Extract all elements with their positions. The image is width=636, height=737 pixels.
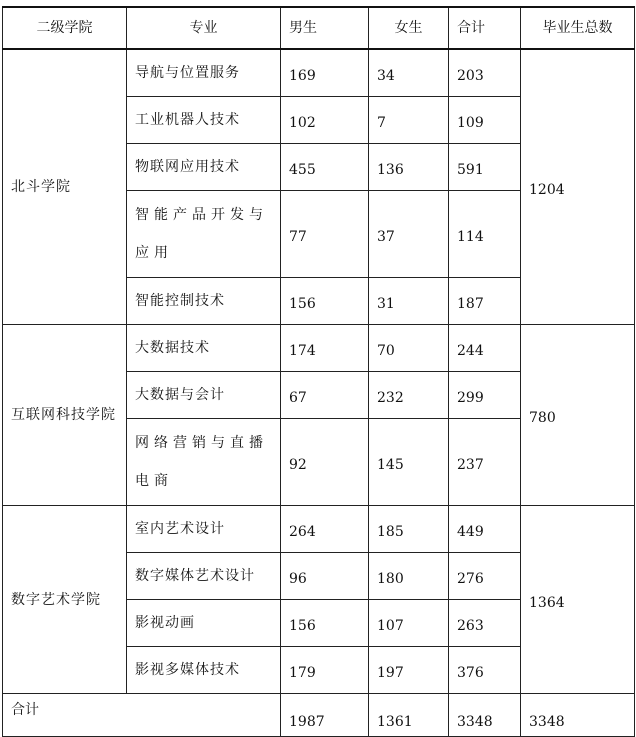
female-cell: 107 <box>369 600 449 647</box>
grand-cell: 780 <box>521 325 635 506</box>
table-row <box>3 506 635 553</box>
female-cell: 197 <box>369 647 449 694</box>
graduate-table <box>2 6 635 737</box>
table-row <box>3 49 635 97</box>
header-college: 二级学院 <box>3 7 127 49</box>
total-cell: 244 <box>449 325 521 372</box>
male-cell: 156 <box>281 278 369 325</box>
female-cell: 145 <box>369 419 449 506</box>
female-cell: 34 <box>369 49 449 97</box>
summary-label: 合计 <box>3 694 281 737</box>
major-cell: 物联网应用技术 <box>127 144 281 191</box>
total-cell: 376 <box>449 647 521 694</box>
header-total: 合计 <box>449 7 521 49</box>
major-cell: 网络营销与直播电商 <box>127 419 281 506</box>
total-cell: 263 <box>449 600 521 647</box>
grand-cell: 1204 <box>521 49 635 325</box>
total-cell: 187 <box>449 278 521 325</box>
header-major: 专业 <box>127 7 281 49</box>
header-row <box>3 7 635 49</box>
major-cell: 智能控制技术 <box>127 278 281 325</box>
total-cell: 114 <box>449 191 521 278</box>
major-cell: 室内艺术设计 <box>127 506 281 553</box>
female-cell: 180 <box>369 553 449 600</box>
grand-cell: 1364 <box>521 506 635 694</box>
total-cell: 109 <box>449 97 521 144</box>
total-cell: 276 <box>449 553 521 600</box>
male-cell: 92 <box>281 419 369 506</box>
male-cell: 156 <box>281 600 369 647</box>
header-grand: 毕业生总数 <box>521 7 635 49</box>
major-cell: 大数据与会计 <box>127 372 281 419</box>
male-cell: 264 <box>281 506 369 553</box>
total-cell: 203 <box>449 49 521 97</box>
female-cell: 31 <box>369 278 449 325</box>
male-cell: 455 <box>281 144 369 191</box>
female-cell: 37 <box>369 191 449 278</box>
total-cell: 237 <box>449 419 521 506</box>
table-row <box>3 325 635 372</box>
header-female: 女生 <box>369 7 449 49</box>
male-cell: 67 <box>281 372 369 419</box>
male-cell: 102 <box>281 97 369 144</box>
major-cell: 大数据技术 <box>127 325 281 372</box>
header-male: 男生 <box>281 7 369 49</box>
male-cell: 96 <box>281 553 369 600</box>
college-cell: 数字艺术学院 <box>3 506 127 694</box>
male-cell: 169 <box>281 49 369 97</box>
major-cell: 数字媒体艺术设计 <box>127 553 281 600</box>
major-cell: 影视动画 <box>127 600 281 647</box>
major-cell: 导航与位置服务 <box>127 49 281 97</box>
summary-row <box>3 694 635 737</box>
summary-female: 1361 <box>369 694 449 737</box>
major-cell: 智能产品开发与应用 <box>127 191 281 278</box>
female-cell: 232 <box>369 372 449 419</box>
major-cell: 影视多媒体技术 <box>127 647 281 694</box>
total-cell: 449 <box>449 506 521 553</box>
male-cell: 77 <box>281 191 369 278</box>
summary-male: 1987 <box>281 694 369 737</box>
summary-grand: 3348 <box>521 694 635 737</box>
female-cell: 136 <box>369 144 449 191</box>
summary-total: 3348 <box>449 694 521 737</box>
male-cell: 174 <box>281 325 369 372</box>
college-cell: 互联网科技学院 <box>3 325 127 506</box>
total-cell: 591 <box>449 144 521 191</box>
female-cell: 7 <box>369 97 449 144</box>
female-cell: 185 <box>369 506 449 553</box>
male-cell: 179 <box>281 647 369 694</box>
female-cell: 70 <box>369 325 449 372</box>
college-cell: 北斗学院 <box>3 49 127 325</box>
total-cell: 299 <box>449 372 521 419</box>
major-cell: 工业机器人技术 <box>127 97 281 144</box>
